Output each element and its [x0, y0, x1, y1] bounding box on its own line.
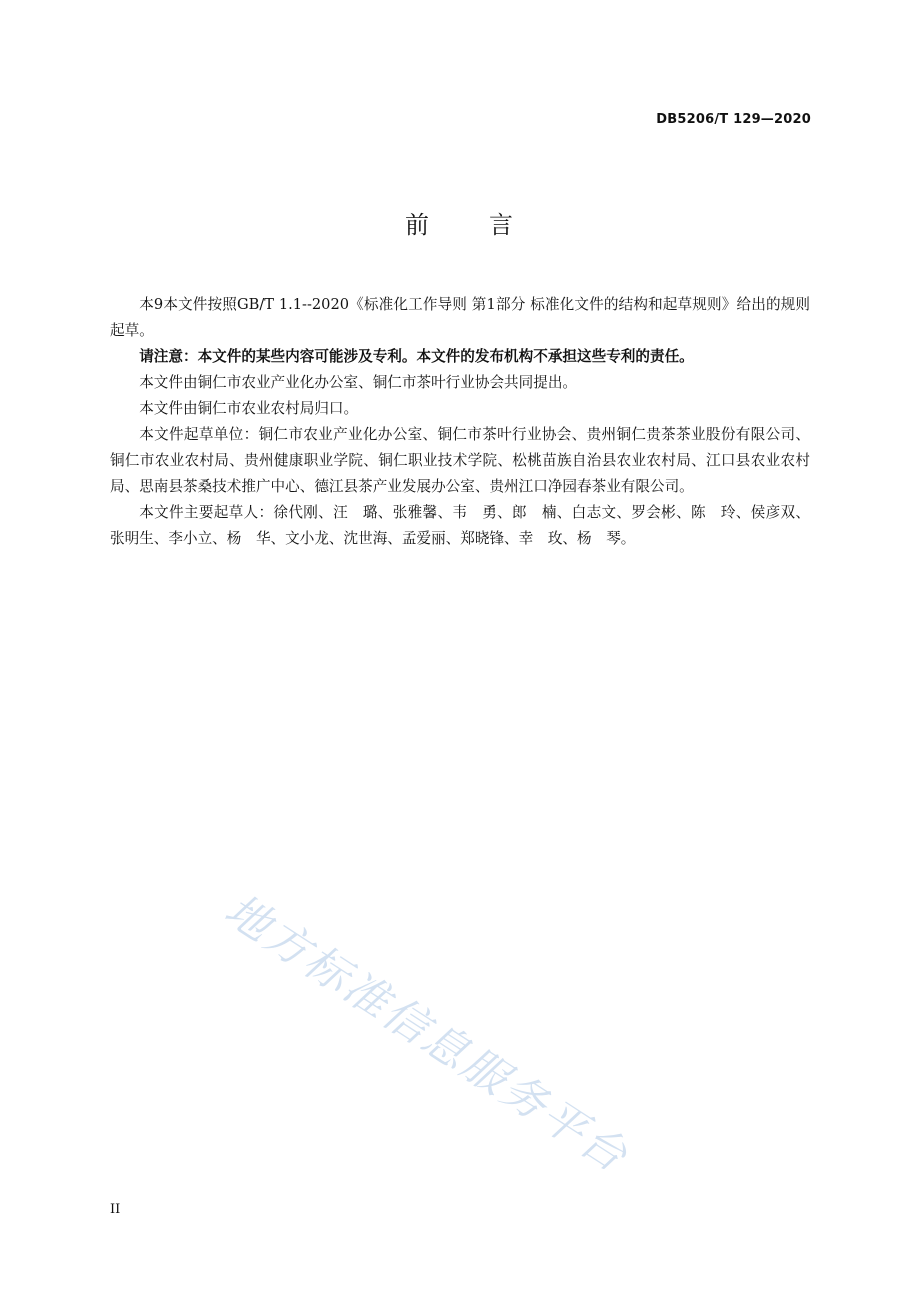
paragraph-centralized-unit: 本文件由铜仁市农业农村局归口。 — [139, 400, 359, 417]
paragraph-drafting-rules: 本9本文件按照GB/T 1.1--2020《标准化工作导则 第1部分 标准化文件的结构和起草规则》给出的规则起草。 — [110, 296, 810, 339]
document-code: DB5206/T 129—2020 — [656, 112, 811, 127]
paragraph-drafting-units: 本文件起草单位：铜仁市农业产业化办公室、铜仁市茶叶行业协会、贵州铜仁贵茶茶业股份有限公司、铜仁市农业农村局、贵州健康职业学院、铜仁职业技术学院、松桃苗族自治县农业农村局、江口县农业农村局、思南县茶桑技术推广中心、德江县茶产业发展办公室、贵州江口净园春茶业有限公司。 — [110, 426, 810, 495]
title-char-1: 前 — [405, 211, 431, 239]
paragraph-drafters: 本文件主要起草人：徐代刚、汪 璐、张雅馨、韦 勇、郎 楠、白志文、罗会彬、陈 玲、侯彦双、张明生、李小立、杨 华、文小龙、沈世海、孟爱丽、郑晓锋、幸 玫、杨 琴。 — [110, 504, 810, 547]
paragraph-proposer: 本文件由铜仁市农业产业化办公室、铜仁市茶叶行业协会共同提出。 — [139, 374, 578, 391]
page-title — [0, 205, 920, 240]
watermark: 地方标准信息服务平台 — [215, 884, 638, 1184]
title-char-2: 言 — [489, 211, 515, 239]
foreword-body — [110, 292, 810, 552]
page-number: II — [110, 1202, 121, 1217]
patent-notice: 请注意：本文件的某些内容可能涉及专利。本文件的发布机构不承担这些专利的责任。 — [139, 348, 694, 365]
